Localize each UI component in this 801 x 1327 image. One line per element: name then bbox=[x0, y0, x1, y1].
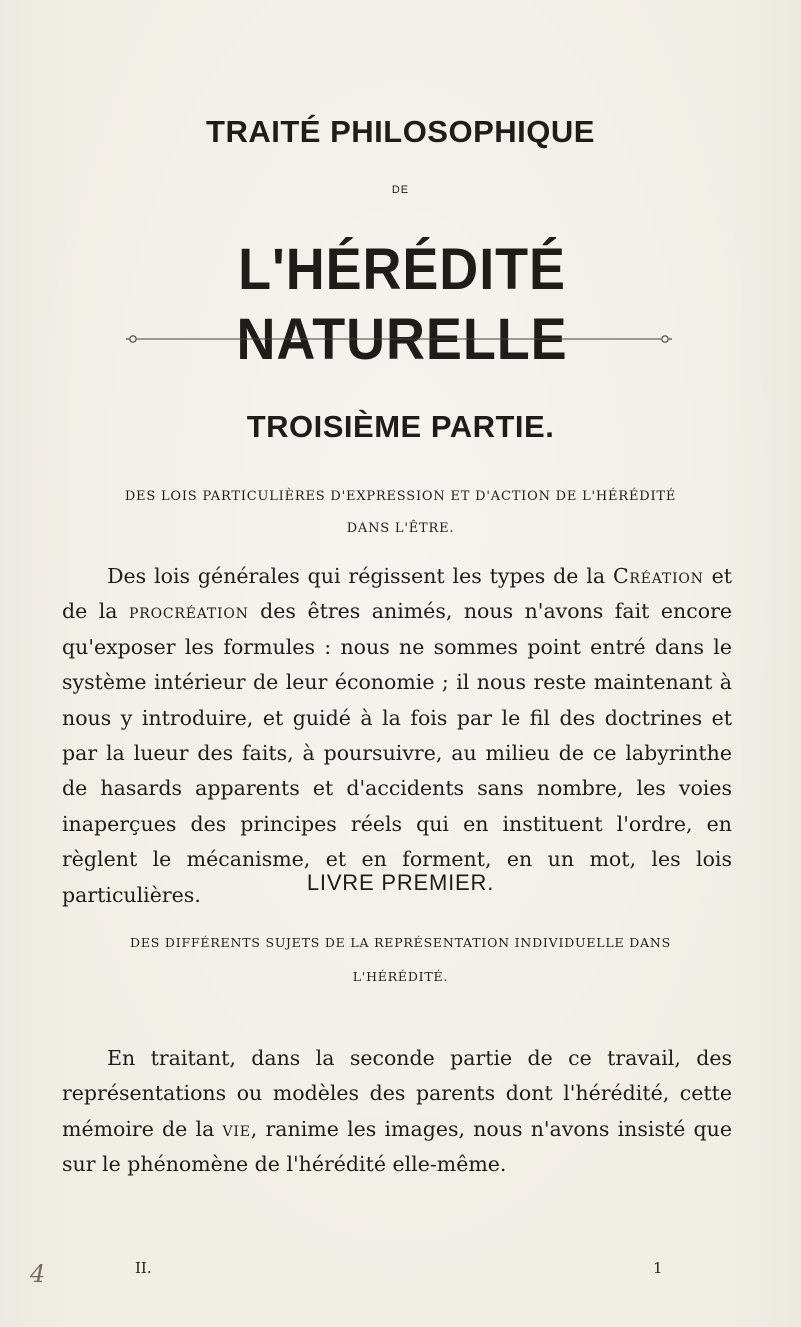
book-subtitle-line-1: DES DIFFÉRENTS SUJETS DE LA REPRÉSENTATION INDIVIDUELLE DANS bbox=[130, 935, 671, 950]
book-subtitle bbox=[72, 926, 729, 994]
volume-signature: II. bbox=[135, 1259, 152, 1277]
header-title: TRAITÉ PHILOSOPHIQUE bbox=[206, 114, 595, 149]
gathering-number: 1 bbox=[653, 1259, 663, 1277]
book-subtitle-line-2: L'HÉRÉDITÉ. bbox=[352, 969, 449, 984]
paragraph-1-start: Des lois générales qui régissent les types de la bbox=[107, 564, 613, 588]
part-subtitle bbox=[70, 481, 731, 545]
book-title: LIVRE PREMIER. bbox=[306, 870, 495, 895]
paragraph-1-end: des êtres animés, nous n'avons fait encore qu'exposer les formules : nous ne sommes point entré dans le système intérieur de leur économie ; il nous reste maintenant à nous y introduire, et guidé à la fois par le fil des doctrines et par la lueur des faits, à poursuivre, au milieu de ce labyrinthe de hasards apparents et d'accidents sans nombre, les voies inaperçues des principes réels qui en instituent l'ordre, en règlent le mécanisme, et en forment, en un mot, les lois particulières. bbox=[62, 599, 732, 907]
vie-term: vie bbox=[222, 1116, 251, 1141]
main-title: L'HÉRÉDITÉ NATURELLE bbox=[236, 237, 568, 372]
paragraph-2-end: , ranime les images, nous n'avons insisté que sur le phénomène de l'hérédité elle-même. bbox=[62, 1116, 733, 1177]
paragraph-1-middle: et de la bbox=[62, 564, 732, 624]
ornamental-divider bbox=[125, 332, 673, 346]
paragraph-2-start: En traitant, dans la seconde partie de ce travail, des représentations ou modèles des parents dont l'hérédité, cette mémoire de la bbox=[62, 1046, 732, 1141]
part-title: TROISIÈME PARTIE. bbox=[246, 409, 555, 444]
procreation-term: procréation bbox=[129, 599, 249, 624]
part-subtitle-line-2: DANS L'ÊTRE. bbox=[346, 521, 455, 536]
part-subtitle-line-1: DES LOIS PARTICULIÈRES D'EXPRESSION ET D'ACTION DE L'HÉRÉDITÉ bbox=[124, 489, 677, 504]
creation-term: Création bbox=[612, 564, 704, 588]
header-preposition: DE bbox=[391, 184, 410, 196]
margin-handwritten-mark: 4 bbox=[30, 1260, 46, 1288]
paragraph-1 bbox=[62, 559, 732, 913]
paragraph-2 bbox=[62, 1041, 732, 1183]
